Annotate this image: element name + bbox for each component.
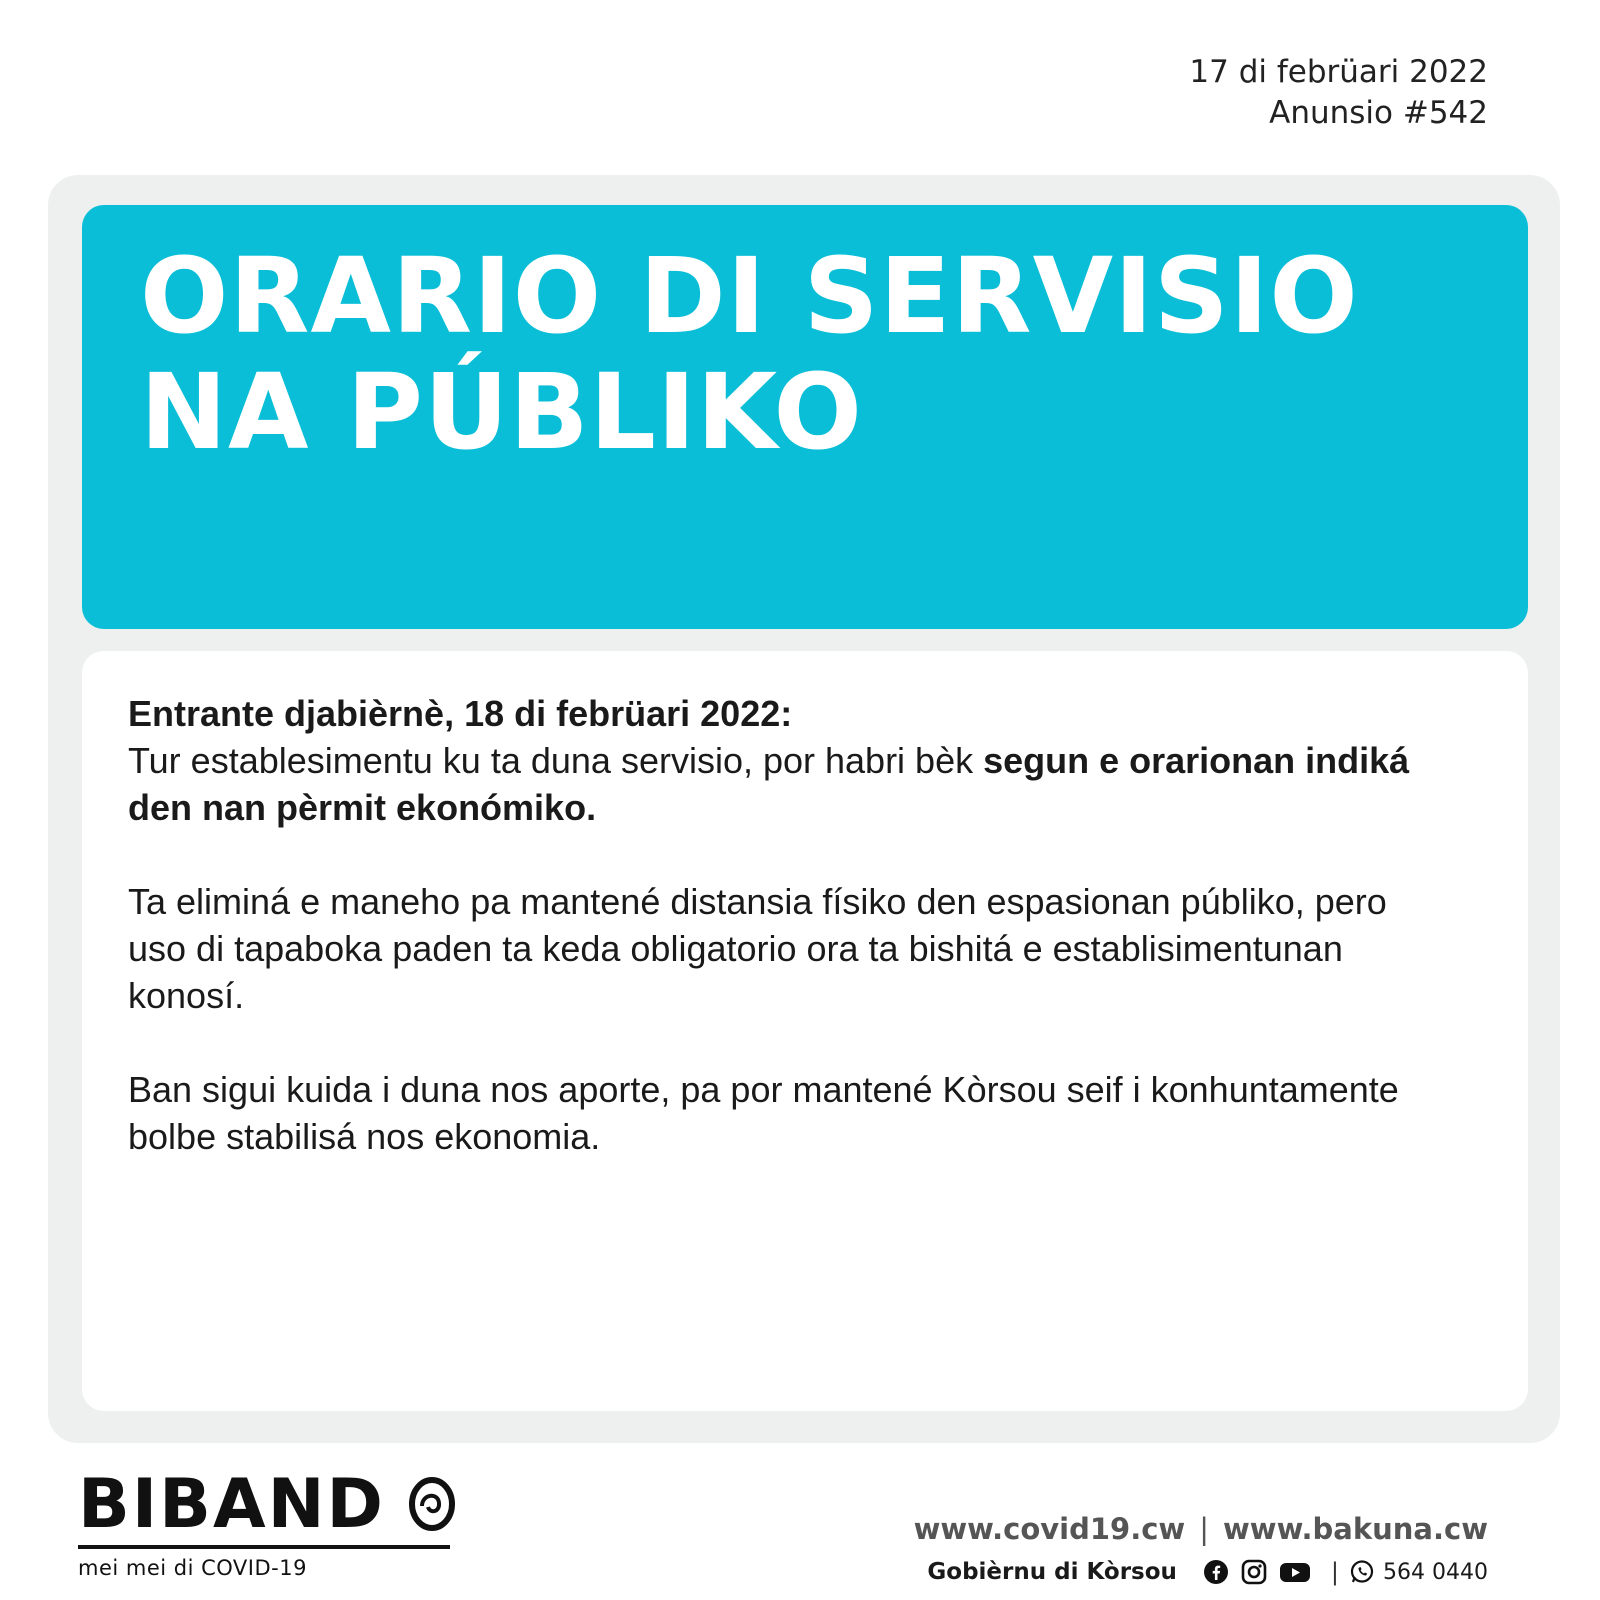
- facebook-icon[interactable]: [1203, 1559, 1229, 1585]
- paragraph-2: Ta eliminá e maneho pa mantené distansia físiko den espasionan públiko, pero uso di tapaboka paden ta keda obligatorio ora ta bishitá e establisimentunan konosí.: [128, 881, 1387, 1016]
- announcement-meta: [1189, 52, 1488, 134]
- footer-links: [914, 1512, 1488, 1546]
- footer-separator: |: [1330, 1558, 1340, 1586]
- whatsapp-number[interactable]: 564 0440: [1383, 1559, 1488, 1585]
- page-title: [140, 235, 1500, 473]
- logo-swirl-icon: [408, 1476, 456, 1532]
- covid19-link[interactable]: www.covid19.cw: [913, 1512, 1186, 1546]
- announcement-body: [128, 690, 1428, 1207]
- paragraph-1-heading: Entrante djabièrnè, 18 di febrüari 2022:: [128, 693, 793, 734]
- announcement-number: Anunsio #542: [1269, 95, 1488, 131]
- paragraph-1-text: Tur establesimentu ku ta duna servisio, por habri bèk: [128, 740, 984, 781]
- title-line-1: ORARIO DI SERVISIO: [140, 235, 1359, 357]
- bakuna-link[interactable]: www.bakuna.cw: [1222, 1512, 1488, 1546]
- footer-contact: [927, 1554, 1488, 1590]
- youtube-icon[interactable]: [1279, 1559, 1311, 1585]
- instagram-icon[interactable]: [1241, 1559, 1267, 1585]
- logo-divider: [78, 1545, 450, 1549]
- paragraph-1-emphasis: segun e orarionan indiká den nan pèrmit ekonómiko.: [128, 740, 1410, 828]
- link-separator: |: [1199, 1512, 1209, 1546]
- bibando-logo: [78, 1465, 453, 1590]
- government-name: Gobièrnu di Kòrsou: [927, 1559, 1177, 1585]
- logo-wordmark: BIBAND: [78, 1465, 385, 1544]
- title-line-2: NA PÚBLIKO: [140, 351, 863, 473]
- paragraph-1: [128, 690, 1428, 831]
- paragraph-3: Ban sigui kuida i duna nos aporte, pa por mantené Kòrsou seif i konhuntamente bolbe stabilisá nos ekonomia.: [128, 1069, 1399, 1157]
- announcement-date: 17 di febrüari 2022: [1189, 54, 1488, 90]
- logo-tagline: mei mei di COVID-19: [78, 1556, 307, 1580]
- whatsapp-icon: [1349, 1559, 1375, 1585]
